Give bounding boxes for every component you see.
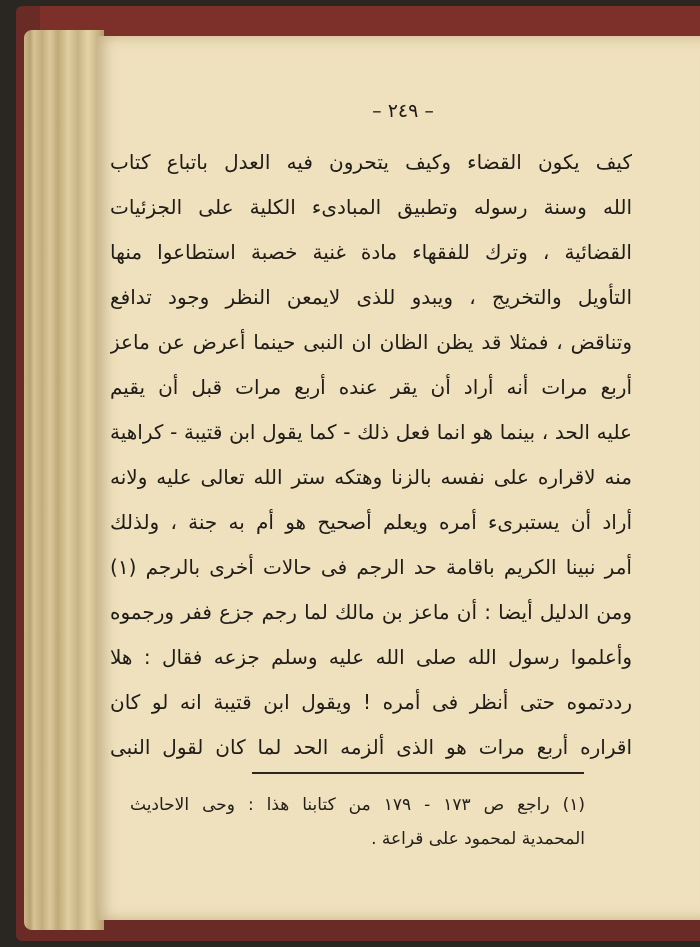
- text-line-6: أربع مرات أنه أراد أن يقر عنده أربع مرات قبل أن يقيم: [110, 375, 632, 399]
- footnote-line-2: المحمدية لمحمود على قراعة .: [371, 829, 585, 849]
- text-line-11: ومن الدليل أيضا : أن ماعز بن مالك لما رجم جزع ففر ورجموه: [110, 600, 632, 624]
- text-line-13: رددتموه حتى أنظر فى أمره ! ويقول ابن قتيبة انه لو كان: [110, 690, 632, 714]
- text-line-8: منه لاقراره على نفسه بالزنا وهتكه ستر الله تعالى عليه ولانه: [110, 465, 632, 489]
- footnote-line-1: (١) راجع ص ١٧٣ - ١٧٩ من كتابنا هذا : وحى الاحاديث: [130, 795, 585, 815]
- text-line-14: اقراره أربع مرات هو الذى ألزمه الحد لما كان لقول النبى: [110, 735, 632, 759]
- text-line-10: أمر نبينا الكريم باقامة حد الرجم فى حالات أخرى بالرجم (١): [110, 555, 632, 579]
- text-line-1: كيف يكون القضاء وكيف يتحرون فيه العدل باتباع كتاب: [110, 150, 632, 174]
- page-number: – ٢٤٩ –: [372, 100, 434, 122]
- book-cover-top-edge: [40, 6, 700, 40]
- page-edges: [24, 30, 104, 930]
- text-line-7: عليه الحد ، بينما هو انما فعل ذلك - كما يقول ابن قتيبة - كراهية: [110, 420, 632, 444]
- footnote: [130, 788, 585, 856]
- text-line-5: وتناقض ، فمثلا قد يظن الظان ان النبى حينما أعرض عن ماعز: [110, 330, 632, 354]
- text-line-12: وأعلموا رسول الله صلى الله عليه وسلم جزعه فقال : هلا: [110, 645, 632, 669]
- text-line-4: التأويل والتخريج ، ويبدو للذى لايمعن النظر وجود تدافع: [110, 285, 632, 309]
- text-line-9: أراد أن يستبرىء أمره ويعلم أصحيح هو أم به جنة ، ولذلك: [110, 510, 632, 534]
- body-text: [110, 140, 632, 770]
- footnote-divider: [252, 772, 584, 774]
- text-line-3: القضائية ، وترك للفقهاء مادة غنية خصبة استطاعوا منها: [110, 240, 632, 264]
- text-line-2: الله وسنة رسوله وتطبيق المبادىء الكلية على الجزئيات: [110, 195, 632, 219]
